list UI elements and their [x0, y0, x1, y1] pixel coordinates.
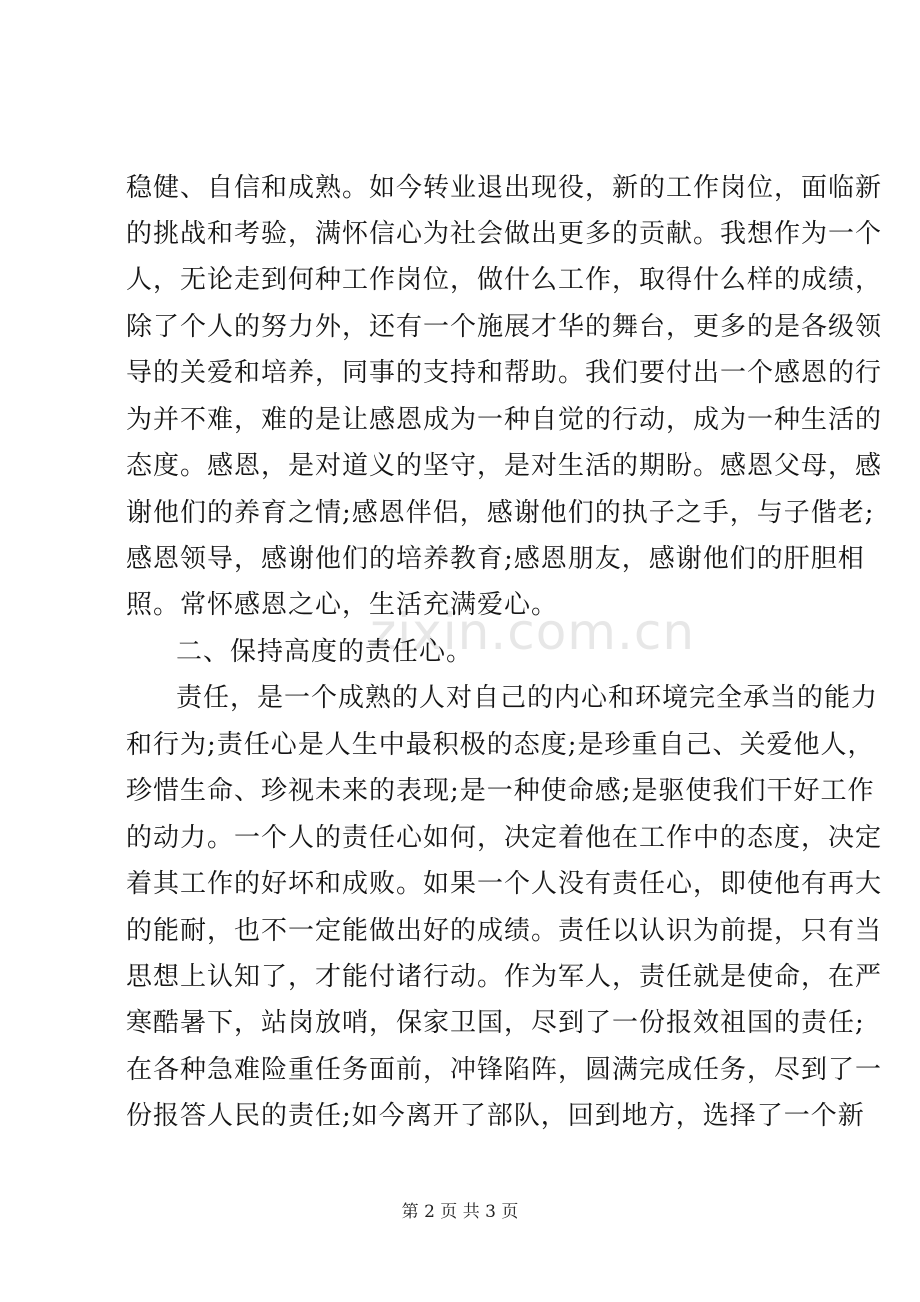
- paragraph-line: 份报答人民的责任;如今离开了部队，回到地方，选择了一个新: [126, 1101, 865, 1131]
- paragraph-line: 稳健、自信和成熟。如今转业退出现役，新的工作岗位，面临新: [126, 173, 883, 203]
- paragraph-line: 的挑战和考验，满怀信心为社会做出更多的贡献。我想作为一个: [126, 219, 883, 249]
- section-heading: 二、保持高度的责任心。: [176, 637, 474, 667]
- paragraph-line: 人，无论走到何种工作岗位，做什么工作，取得什么样的成绩，: [126, 265, 883, 295]
- paragraph-line: 照。常怀感恩之心，生活充满爱心。: [126, 590, 559, 620]
- paragraph-line: 态度。感恩，是对道义的坚守，是对生活的期盼。感恩父母，感: [126, 451, 883, 481]
- paragraph-line: 为并不难，难的是让感恩成为一种自觉的行动，成为一种生活的: [126, 405, 883, 435]
- paragraph-line: 着其工作的好坏和成败。如果一个人没有责任心，即使他有再大: [126, 869, 883, 899]
- paragraph-line: 珍惜生命、珍视未来的表现;是一种使命感;是驱使我们干好工作: [126, 776, 875, 806]
- paragraph-line: 寒酷暑下，站岗放哨，保家卫国，尽到了一份报效祖国的责任;: [126, 1008, 865, 1038]
- paragraph-line: 在各种急难险重任务面前，冲锋陷阵，圆满完成任务，尽到了一: [126, 1055, 883, 1085]
- paragraph-line: 除了个人的努力外，还有一个施展才华的舞台，更多的是各级领: [126, 312, 883, 342]
- paragraph-line: 感恩领导，感谢他们的培养教育;感恩朋友，感谢他们的肝胆相: [126, 544, 865, 574]
- paragraph-line: 导的关爱和培养，同事的支持和帮助。我们要付出一个感恩的行: [126, 358, 883, 388]
- paragraph-line: 谢他们的养育之情;感恩伴侣，感谢他们的执子之手，与子偕老;: [126, 498, 875, 528]
- paragraph-line: 思想上认知了，才能付诸行动。作为军人，责任就是使命，在严: [126, 962, 883, 992]
- paragraph-line: 的能耐，也不一定能做出好的成绩。责任以认识为前提，只有当: [126, 916, 883, 946]
- page-number-footer: 第 2 页 共 3 页: [401, 1202, 519, 1222]
- paragraph-line: 责任，是一个成熟的人对自己的内心和环境完全承当的能力: [176, 683, 879, 713]
- paragraph-line: 和行为;责任心是人生中最积极的态度;是珍重自己、关爱他人，: [126, 730, 875, 760]
- paragraph-line: 的动力。一个人的责任心如何，决定着他在工作中的态度，决定: [126, 823, 883, 853]
- watermark: zixin.com.cn: [370, 603, 696, 661]
